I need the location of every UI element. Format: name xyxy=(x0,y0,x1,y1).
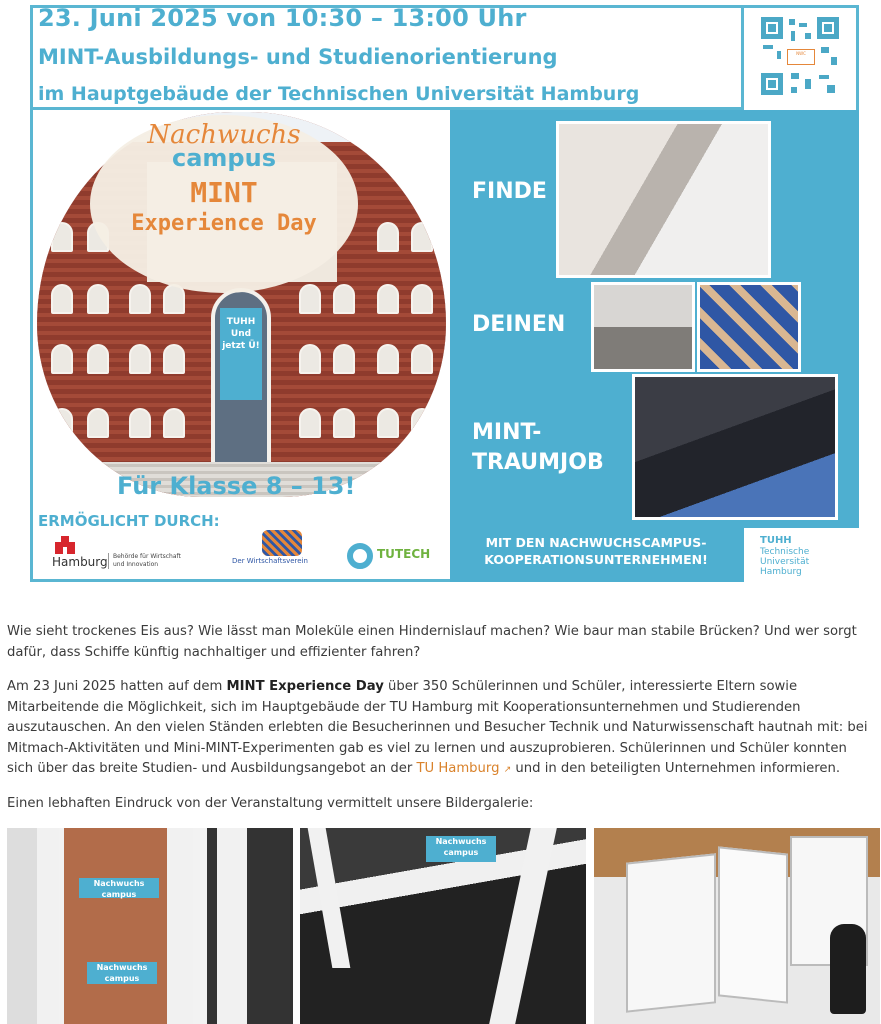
external-link-icon[interactable]: ↗ xyxy=(503,765,512,775)
poster-place: im Hauptgebäude der Technischen Universität Hamburg xyxy=(38,83,640,105)
sponsor-hamburg-sub: Behörde für Wirtschaft und Innovation xyxy=(113,553,181,568)
slogan-word: FINDE xyxy=(472,179,547,204)
poster-title: MINT-Ausbildungs- und Studienorientierung xyxy=(38,45,558,69)
building-banner: TUHH Und jetzt Ü! xyxy=(220,308,262,400)
slogan-word: TRAUMJOB xyxy=(472,450,604,475)
wirtschaftsverein-logo-icon xyxy=(262,530,302,556)
hamburg-castle-icon xyxy=(52,534,78,554)
article-body: Am 23 Juni 2025 hatten auf dem MINT Experience Day über 350 Schülerinnen und Schüler, interessierte Eltern sowie Mitarbeitende die Möglichkeit, sich im Hauptgebäude der TU Hamburg mit Kooperationsunternehmen und Studierenden auszutauschen. An den vielen Ständen erlebten die Besucherinnen und Besucher Technik und Naturwissenschaft hautnah mit: bei Mitmach-Aktivitäten und Mini-MINT-Experimenten gab es viel zu lernen und auszuprobieren. Schülerinnen und Schüler konnten sich über das breite Studien- und Ausbildungsangebot an der TU Hamburg ↗ und in den beteiligten Unternehmen informieren. xyxy=(7,679,868,776)
gallery-banner: Nachwuchs campus xyxy=(426,836,496,862)
tuhh-logo-sub: Technische Universität Hamburg xyxy=(760,547,810,577)
sponsor-heading: ERMÖGLICHT DURCH: xyxy=(38,512,220,530)
bridge-building-photo xyxy=(697,282,801,372)
gallery-banner: Nachwuchs campus xyxy=(87,962,157,984)
sponsor-tutech: TUTECH xyxy=(377,547,431,561)
gallery-banner: Nachwuchs campus xyxy=(79,878,159,898)
gallery-image[interactable] xyxy=(300,828,586,1024)
gallery-intro: Einen lebhaften Eindruck von der Veranstaltung vermittelt unsere Bildergalerie: xyxy=(7,796,534,811)
nachwuchscampus-logo: Nachwuchs campus MINT Experience Day xyxy=(131,120,317,236)
cooperation-text: MIT DEN NACHWUCHSCAMPUS- KOOPERATIONSUNTERNEHMEN! xyxy=(484,535,708,567)
tu-hamburg-link[interactable]: TU Hamburg xyxy=(416,761,500,776)
sponsor-hamburg: Hamburg xyxy=(52,555,108,569)
experiment-photo xyxy=(556,121,771,278)
poster-date: 23. Juni 2025 von 10:30 – 13:00 Uhr xyxy=(38,4,527,32)
gallery-image[interactable] xyxy=(7,828,293,1024)
student-photo xyxy=(632,374,838,520)
gallery-image[interactable] xyxy=(594,828,880,1024)
target-grades: Für Klasse 8 – 13! xyxy=(117,472,356,500)
tuhh-logo: TUHH xyxy=(760,535,792,546)
article-intro: Wie sieht trockenes Eis aus? Wie lässt man Moleküle einen Hindernislauf machen? Wie baur man stabile Brücken? Und wer sorgt dafür, dass Schiffe künftig nachhaltiger und effizienter fahren? xyxy=(7,624,857,660)
sponsor-divider xyxy=(108,553,109,569)
lab-photo xyxy=(591,282,695,372)
sponsor-wirtschaftsverein: Der Wirtschaftsverein xyxy=(232,557,308,565)
qr-code-icon: NWC xyxy=(761,17,839,95)
event-name: MINT Experience Day xyxy=(226,679,384,694)
tutech-logo-icon xyxy=(347,543,373,569)
slogan-word: MINT- xyxy=(472,420,542,445)
slogan-word: DEINEN xyxy=(472,312,566,337)
